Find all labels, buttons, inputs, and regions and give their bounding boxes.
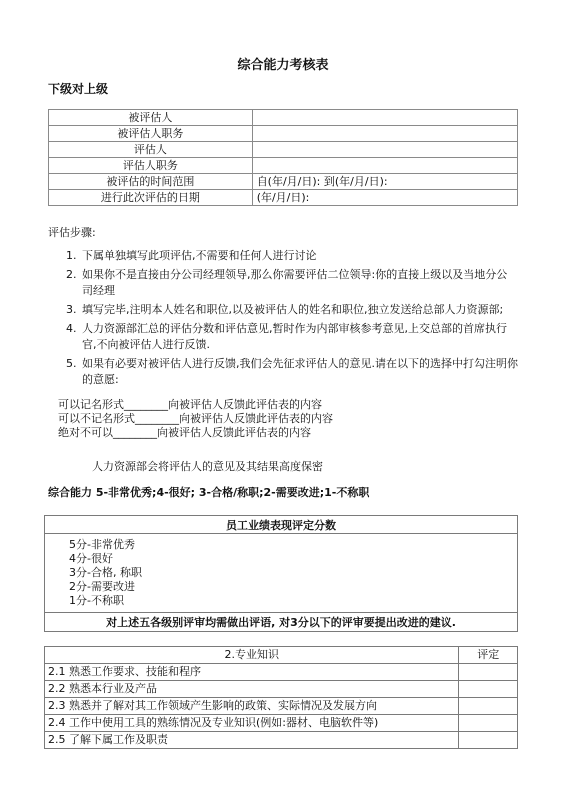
performance-header: 员工业绩表现评定分数: [45, 516, 518, 534]
score-level: 3分-合格, 称职: [69, 566, 142, 579]
score-level: 2分-需要改进: [69, 580, 135, 593]
table-row: [49, 174, 518, 190]
confidential-note: 人力资源部会将评估人的意见及其结果高度保密: [92, 460, 323, 473]
list-item: 5. 如果有必要对被评估人进行反馈,我们会先征求评估人的意见.请在以下的选择中打勾注明你的意愿:: [66, 357, 518, 386]
step-text: 下属单独填写此项评估,不需要和任何人进行讨论: [82, 249, 317, 262]
info-label: 评估人: [49, 142, 253, 158]
score-level: 1分-不称职: [69, 594, 124, 607]
evaluation-steps-list: [48, 248, 518, 391]
score-field[interactable]: [459, 732, 518, 749]
info-value-field[interactable]: (年/月/日):: [252, 190, 517, 206]
info-label: 被评估人: [49, 110, 253, 126]
knowledge-item: 2.2 熟悉本行业及产品: [45, 681, 459, 698]
professional-knowledge-table: [44, 646, 518, 749]
step-text: 如果你不是直接由分公司经理领导,那么你需要评估二位领导:你的直接上级以及当地分公司经理: [82, 268, 508, 297]
section-subtitle: 下级对上级: [48, 82, 109, 96]
feedback-choice-anonymous[interactable]: 可以不记名形式________向被评估人反馈此评估表的内容: [58, 412, 333, 425]
evaluation-info-table: [48, 109, 518, 206]
step-text: 如果有必要对被评估人进行反馈,我们会先征求评估人的意见.请在以下的选择中打勾注明你的意愿:: [82, 357, 518, 386]
info-value-field[interactable]: [252, 126, 517, 142]
performance-footer: 对上述五各级别评审均需做出评语, 对3分以下的评审要提出改进的建议.: [45, 613, 518, 632]
steps-heading: 评估步骤:: [48, 226, 96, 239]
info-label: 进行此次评估的日期: [49, 190, 253, 206]
table-row: [45, 681, 518, 698]
knowledge-item: 2.5 了解下属工作及职责: [45, 732, 459, 749]
info-label: 被评估人职务: [49, 126, 253, 142]
table-row: [49, 158, 518, 174]
info-value-field[interactable]: [252, 110, 517, 126]
score-header: 评定: [459, 647, 518, 664]
table-row: [45, 647, 518, 664]
info-label: 被评估的时间范围: [49, 174, 253, 190]
list-item: 2. 如果你不是直接由分公司经理领导,那么你需要评估二位领导:你的直接上级以及当地分公司经理: [66, 268, 508, 297]
info-value-field[interactable]: [252, 158, 517, 174]
rating-legend: 综合能力 5-非常优秀;4-很好; 3-合格/称职;2-需要改进;1-不称职: [48, 486, 370, 499]
table-row: [49, 126, 518, 142]
table-row: [49, 142, 518, 158]
table-row: [45, 534, 518, 613]
knowledge-item: 2.1 熟悉工作要求、技能和程序: [45, 664, 459, 681]
knowledge-item: 2.4 工作中使用工具的熟练情况及专业知识(例如:器材、电脑软件等): [45, 715, 459, 732]
table-row: [45, 613, 518, 632]
score-field[interactable]: [459, 664, 518, 681]
table-row: [45, 516, 518, 534]
table-row: [49, 110, 518, 126]
table-row: [49, 190, 518, 206]
feedback-choice-named[interactable]: 可以记名形式________向被评估人反馈此评估表的内容: [58, 398, 322, 411]
score-field[interactable]: [459, 715, 518, 732]
score-level: 5分-非常优秀: [69, 538, 135, 551]
info-value-field[interactable]: [252, 142, 517, 158]
professional-header: 2.专业知识: [45, 647, 459, 664]
feedback-choice-none[interactable]: 绝对不可以________向被评估人反馈此评估表的内容: [58, 426, 311, 439]
feedback-choices: [58, 398, 333, 440]
list-item: 4. 人力资源部汇总的评估分数和评估意见,暂时作为内部审核参考意见,上交总部的首席执行官,不向被评估人进行反馈.: [66, 322, 507, 351]
performance-score-table: [44, 515, 518, 632]
knowledge-item: 2.3 熟悉并了解对其工作领域产生影响的政策、实际情况及发展方向: [45, 698, 459, 715]
score-levels: [45, 534, 518, 613]
table-row: [45, 664, 518, 681]
table-row: [45, 732, 518, 749]
list-item: 3. 填写完毕,注明本人姓名和职位,以及被评估人的姓名和职位,独立发送给总部人力资源部;: [66, 303, 504, 316]
page-title: 综合能力考核表: [237, 58, 329, 73]
info-value-field[interactable]: 自(年/月/日): 到(年/月/日):: [252, 174, 517, 190]
list-item: 1. 下属单独填写此项评估,不需要和任何人进行讨论: [66, 249, 317, 262]
step-text: 填写完毕,注明本人姓名和职位,以及被评估人的姓名和职位,独立发送给总部人力资源部;: [82, 303, 504, 316]
info-label: 评估人职务: [49, 158, 253, 174]
score-field[interactable]: [459, 681, 518, 698]
table-row: [45, 715, 518, 732]
score-level: 4分-很好: [69, 552, 113, 565]
step-text: 人力资源部汇总的评估分数和评估意见,暂时作为内部审核参考意见,上交总部的首席执行官,不向被评估人进行反馈.: [82, 322, 507, 351]
score-field[interactable]: [459, 698, 518, 715]
table-row: [45, 698, 518, 715]
